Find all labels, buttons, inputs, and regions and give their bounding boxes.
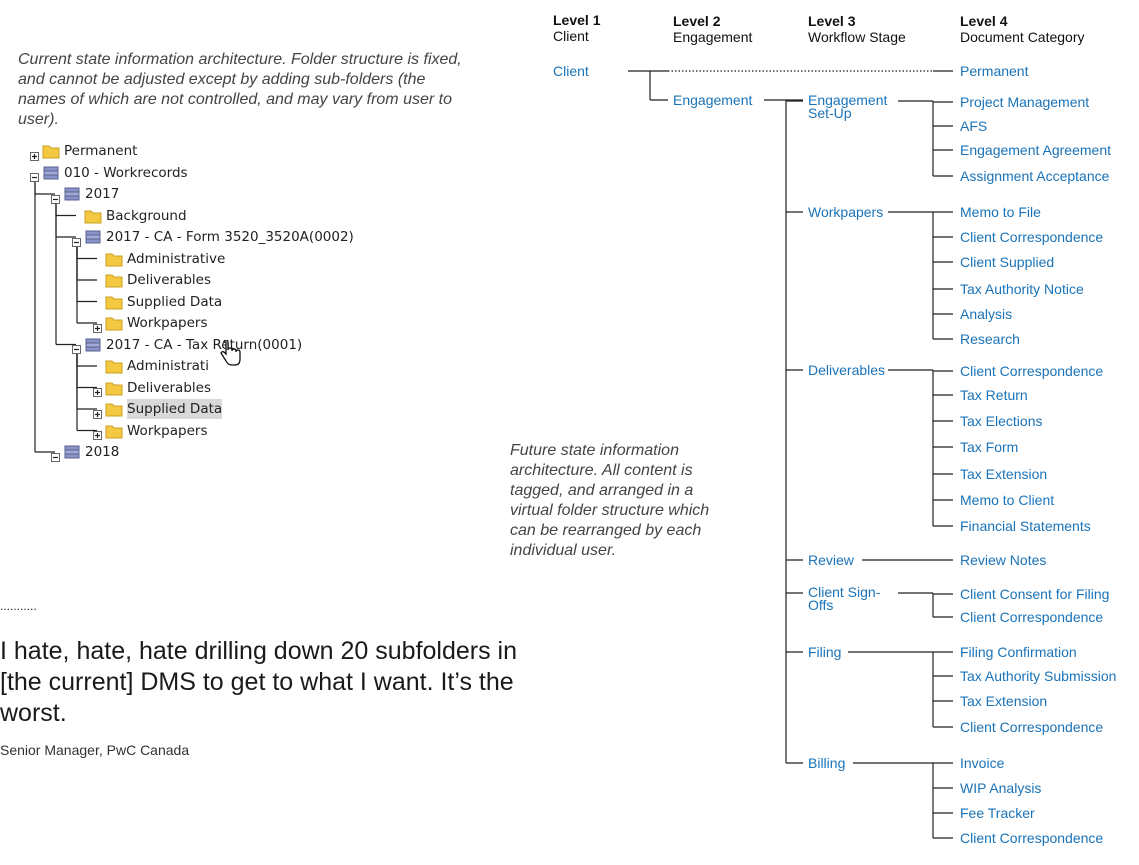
tree-item-label: Administrati [127, 358, 209, 374]
tree-item-label: Administrative [127, 250, 226, 267]
node-stage[interactable]: Workpapers [808, 204, 884, 220]
header-level-4-name: Document Category [960, 29, 1085, 45]
node-stage[interactable]: Filing [808, 644, 842, 660]
node-document-category[interactable]: Tax Form [960, 439, 1019, 455]
future-state-caption: Future state information architecture. All content is tagged, and arranged in a virtual folder structure which can be rearranged by each individual user. [510, 442, 710, 559]
node-document-category[interactable]: Client Correspondence [960, 609, 1104, 625]
node-document-category[interactable]: Client Correspondence [960, 229, 1104, 245]
node-stage[interactable]: Engagement Set-Up [808, 94, 898, 120]
tree-item-label: Permanent [64, 143, 138, 159]
header-level-3-name: Workflow Stage [808, 29, 906, 45]
node-stage[interactable]: Billing [808, 755, 846, 771]
tree-item-label: 010 - Workrecords [64, 164, 188, 181]
node-document-category[interactable]: Fee Tracker [960, 805, 1035, 821]
tree-item-label: Background [106, 207, 187, 224]
node-level1-client[interactable]: Client [553, 63, 589, 79]
node-document-category[interactable]: AFS [960, 118, 988, 134]
header-level-1-name: Client [553, 28, 589, 44]
node-stage[interactable]: Client Sign-Offs [808, 586, 898, 612]
tree-item-label: 2017 [85, 186, 120, 202]
node-document-category[interactable]: Client Consent for Filing [960, 586, 1110, 602]
node-level2-engagement[interactable]: Engagement [673, 92, 753, 108]
tree-item-label: Deliverables [127, 379, 211, 396]
header-level-2-title: Level 2 [673, 13, 721, 29]
header-level-1-title: Level 1 [553, 12, 601, 28]
node-document-category[interactable]: Assignment Acceptance [960, 168, 1110, 184]
tree-item-label: Supplied Data [127, 293, 223, 310]
node-document-category[interactable]: WIP Analysis [960, 780, 1042, 796]
tree-item-label: Workpapers [127, 422, 208, 439]
node-stage[interactable]: Review [808, 552, 854, 568]
quote-attribution: Senior Manager, PwC Canada [0, 742, 190, 758]
node-document-category[interactable]: Filing Confirmation [960, 644, 1077, 660]
node-document-category[interactable]: Tax Extension [960, 693, 1048, 709]
node-document-category[interactable]: Tax Elections [960, 413, 1043, 429]
tree-item-label: 2017 - CA - Form 3520_3520A(0002) [106, 229, 354, 245]
tree-item-label: Deliverables [127, 272, 211, 288]
node-document-category[interactable]: Tax Authority Notice [960, 281, 1084, 297]
tree-item-label: 2018 [85, 444, 120, 460]
header-level-4-title: Level 4 [960, 13, 1008, 29]
node-document-category[interactable]: Research [960, 331, 1020, 347]
node-document-category[interactable]: Review Notes [960, 552, 1047, 568]
quote-text: I hate, hate, hate drilling down 20 subfolders in [the current] DMS to get to what I want. It’s the worst. [0, 637, 518, 727]
node-document-category[interactable]: Client Correspondence [960, 719, 1104, 735]
node-document-category[interactable]: Memo to File [960, 204, 1041, 220]
current-state-caption: Current state information architecture. Folder structure is fixed, and cannot be adjusted except by adding sub-folders (the names of which are not controlled, and may vary from user to user). [18, 51, 462, 128]
quote-divider: ........... [0, 599, 37, 613]
node-document-category[interactable]: Engagement Agreement [960, 142, 1111, 158]
tree-item-label: Supplied Data [127, 401, 223, 417]
node-document-category[interactable]: Client Correspondence [960, 363, 1104, 379]
tree-item-label: Workpapers [127, 315, 208, 331]
node-document-category[interactable]: Client Supplied [960, 254, 1055, 270]
node-document-category[interactable]: Tax Return [960, 387, 1028, 403]
node-document-category[interactable]: Tax Authority Submission [960, 668, 1117, 684]
node-document-category[interactable]: Project Management [960, 94, 1090, 110]
node-document-category[interactable]: Invoice [960, 755, 1005, 771]
node-document-category[interactable]: Analysis [960, 306, 1013, 322]
node-stage[interactable]: Deliverables [808, 362, 886, 378]
node-document-category[interactable]: Client Correspondence [960, 830, 1104, 846]
header-level-2-name: Engagement [673, 29, 753, 45]
node-document-category[interactable]: Financial Statements [960, 518, 1091, 534]
node-document-category[interactable]: Memo to Client [960, 492, 1055, 508]
header-level-3-title: Level 3 [808, 13, 856, 29]
node-permanent[interactable]: Permanent [960, 63, 1029, 79]
node-document-category[interactable]: Tax Extension [960, 466, 1048, 482]
tree-item-label: 2017 - CA - Tax Return(0001) [106, 336, 303, 353]
